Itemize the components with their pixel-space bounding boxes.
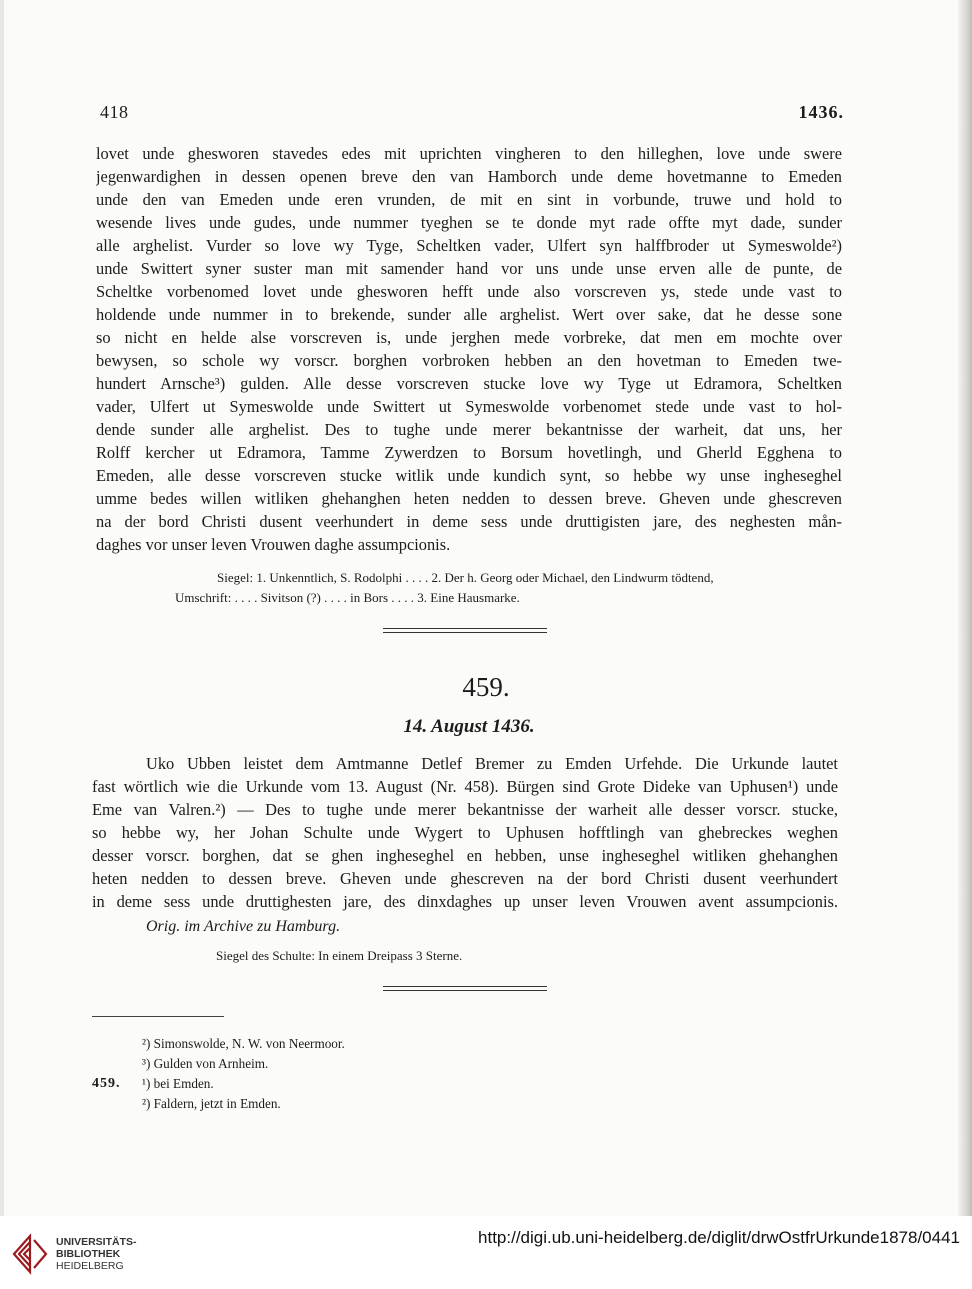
text-line: umme bedes willen witliken ghehanghen heten nedden to dessen breve. Gheven unde ghescreven bbox=[96, 489, 842, 508]
text-line: daghes vor unser leven Vrouwen daghe assumpcionis. bbox=[96, 535, 451, 554]
page-number: 418 bbox=[100, 102, 129, 122]
text-line: so nicht en helde alse vorscreven is, unde jerghen mede vorbreke, dat men em mochte over bbox=[96, 328, 842, 347]
page-edge-left bbox=[0, 0, 4, 1216]
regest-line: fast wörtlich wie die Urkunde vom 13. August (Nr. 458). Bürgen sind Grote Dideke van Uphusen¹) unde bbox=[92, 777, 838, 796]
text-line: bewysen, so schole wy vorscr. borghen vorbroken hebben an den hovetman to Emeden twe- bbox=[96, 351, 842, 370]
footnote-text: ²) Faldern, jetzt in Emden. bbox=[142, 1096, 281, 1111]
footnote bbox=[92, 1034, 345, 1054]
continued-charter-text bbox=[96, 142, 842, 556]
text-line: vader, Ulfert ut Symeswolde unde Swittert ut Symeswolde vorbenomet stede unde vast to hol- bbox=[96, 397, 842, 416]
footnote bbox=[92, 1054, 345, 1074]
text-line: lovet unde ghesworen stavedes edes mit uprichten vingheren to den hilleghen, love unde swere bbox=[96, 144, 842, 163]
footnote-label bbox=[92, 1034, 142, 1054]
footnote-text: ³) Gulden von Arnheim. bbox=[142, 1056, 269, 1071]
text-line: unde den van Emeden unde eren vrunden, de mit en sint in vorbunde, truwe und hold to bbox=[96, 190, 842, 209]
document-source: Orig. im Archive zu Hamburg. bbox=[146, 918, 341, 935]
library-name-line-2: BIBLIOTHEK bbox=[56, 1248, 121, 1260]
regest-line: Eme van Valren.²) — Des to tughe unde merer bekantnisse der warheit alle desser vorscr. stucke, bbox=[92, 800, 838, 819]
library-logo-icon[interactable] bbox=[10, 1232, 50, 1276]
permalink-url[interactable]: http://digi.ub.uni-heidelberg.de/diglit/drwOstfrUrkunde1878/0441 bbox=[478, 1228, 960, 1247]
text-line: Rolff kercher ut Edramora, Tamme Zywerdzen to Borsum hovetlingh, und Gherld Egghena to bbox=[96, 443, 842, 462]
footnote bbox=[92, 1074, 345, 1094]
footnotes bbox=[92, 1034, 345, 1114]
seal-line-1: Siegel: 1. Unkenntlich, S. Rodolphi . . . . 2. Der h. Georg oder Michael, den Lindwurm tödtend, bbox=[217, 570, 714, 585]
section-divider bbox=[383, 986, 547, 991]
library-name-line-3: HEIDELBERG bbox=[56, 1260, 124, 1272]
library-name-line-1: UNIVERSITÄTS- bbox=[56, 1236, 137, 1248]
text-line: Emeden, alle desse vorscreven stucke witlik unde kundich synt, so hebbe wy unse ingheseghel bbox=[96, 466, 842, 485]
page-edge-right bbox=[958, 0, 972, 1216]
document-number: 459. bbox=[462, 672, 510, 702]
text-line: Scheltke vorbenomed lovet unde ghesworen hefft unde also vorscreven ys, stede unde vast to bbox=[96, 282, 842, 301]
document-seal: Siegel des Schulte: In einem Dreipass 3 Sterne. bbox=[216, 948, 463, 963]
footnote-label bbox=[92, 1054, 142, 1074]
footnote-label: 459. bbox=[92, 1076, 121, 1091]
text-line: wesende lives unde gudes, unde nummer tyeghen se te donde myt rade offte myt dade, sunder bbox=[96, 213, 842, 232]
footnote-label bbox=[92, 1094, 142, 1114]
document-date: 14. August 1436. bbox=[403, 716, 535, 737]
text-line: dende sunder alle arghelist. Des to tughe unde merer bekantnisse der warheit, dat uns, her bbox=[96, 420, 842, 439]
text-line: na der bord Christi dusent veerhundert in deme sess unde druttigisten jare, des neghesten mån- bbox=[96, 512, 842, 531]
text-line: hundert Arnsche³) gulden. Alle desse vorscreven stucke love wy Tyge ut Edramora, Scheltken bbox=[96, 374, 842, 393]
footnote-rule bbox=[92, 1016, 224, 1017]
footnote-text: ¹) bei Emden. bbox=[142, 1076, 214, 1091]
library-name[interactable] bbox=[56, 1236, 137, 1272]
text-line: holdende unde nummer in to brekende, sunder alle arghelist. Wert over sake, dat he desse sone bbox=[96, 305, 842, 324]
seal-description-458 bbox=[175, 568, 714, 608]
footer-bar bbox=[0, 1216, 972, 1289]
footnote-text: ²) Simonswolde, N. W. von Neermoor. bbox=[142, 1036, 345, 1051]
page-year: 1436. bbox=[798, 102, 844, 122]
text-line: unde Swittert syner suster man mit samender hand vor uns unde unse erven alle de punte, de bbox=[96, 259, 842, 278]
regest-line: heten nedden to dessen breve. Gheven unde ghescreven na der bord Christi dusent veerhundert bbox=[92, 869, 838, 888]
text-line: jegenwardighen in dessen openen breve den van Hamborch unde deme hovetmanne to Emeden bbox=[96, 167, 842, 186]
section-divider bbox=[383, 628, 547, 633]
regest-line: in deme sess unde druttighesten jare, des dinxdaghes up unser leven Vrouwen avent assumpcionis. bbox=[92, 892, 838, 911]
regest-line: desser vorscr. borghen, dat se ghen ingheseghel en hebben, unse ingheseghel witliken ghehanghen bbox=[92, 846, 838, 865]
regest-line: so hebbe wy, her Johan Schulte unde Wygert to Uphusen hofftlingh van ghebreckes weghen bbox=[92, 823, 838, 842]
footnote bbox=[92, 1094, 345, 1114]
regest-line: Uko Ubben leistet dem Amtmanne Detlef Bremer zu Emden Urfehde. Die Urkunde lautet bbox=[146, 754, 838, 773]
document-regest bbox=[92, 752, 838, 913]
seal-line-2: Umschrift: . . . . Sivitson (?) . . . . in Bors . . . . 3. Eine Hausmarke. bbox=[175, 590, 520, 605]
text-line: alle arghelist. Vurder so love wy Tyge, Scheltken vader, Ulfert syn halffbroder ut Symeswolde²) bbox=[96, 236, 842, 255]
